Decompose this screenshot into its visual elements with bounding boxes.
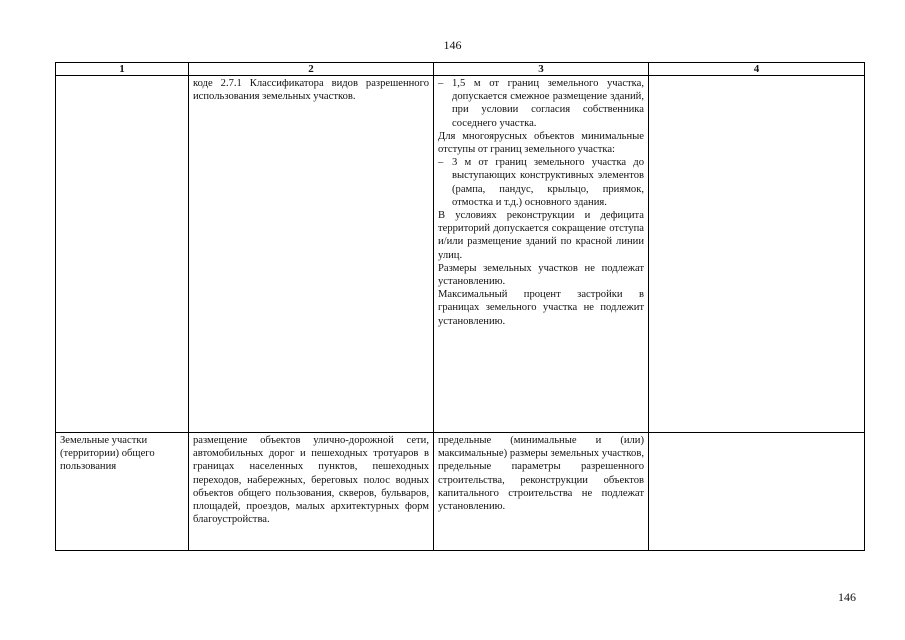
row2-col2-cell: размещение объектов улично-дорожной сети, автомобильных дорог и пешеходных тротуаров в границах населенных пунктов, пешеходных переходов, набережных, береговых полос водных объектов общего пользования, скверов, бульваров, площадей, проездов, малых архитектурных форм благоустройства. bbox=[189, 433, 434, 551]
row1-col1-cell bbox=[56, 76, 189, 433]
regulations-table bbox=[55, 62, 865, 551]
column-header-3: 3 bbox=[434, 63, 649, 76]
dash-bullet: – bbox=[438, 78, 444, 89]
row1-col3-cell bbox=[434, 76, 649, 433]
page-number-bottom: 146 bbox=[838, 590, 856, 604]
row1-col2-cell: коде 2.7.1 Классификатора видов разрешенного использования земельных участков. bbox=[189, 76, 434, 433]
paragraph: Размеры земельных участков не подлежат установлению. bbox=[438, 262, 644, 288]
dash-list-item bbox=[438, 156, 644, 209]
list-item-text: 3 м от границ земельного участка до выступающих конструктивных элементов (рампа, пандус, крыльцо, приямок, отмостка и т.д.) основного здания. bbox=[452, 157, 644, 208]
row2-col1-cell: Земельные участки (территории) общего пользования bbox=[56, 433, 189, 551]
column-header-1: 1 bbox=[56, 63, 189, 76]
paragraph: В условиях реконструкции и дефицита территорий допускается сокращение отступа и/или размещение зданий по красной линии улиц. bbox=[438, 210, 644, 261]
list-item-text: 1,5 м от границ земельного участка, допускается смежное размещение зданий, при условии согласия собственника соседнего участка. bbox=[452, 78, 644, 129]
table-row bbox=[56, 433, 865, 551]
paragraph: предельные (минимальные и (или) максимальные) размеры земельных участков, предельные параметры разрешенного строительства, реконструкции объектов капитального строительства не подлежат установлению. bbox=[438, 435, 644, 513]
column-header-4: 4 bbox=[649, 63, 865, 76]
page-number-top: 146 bbox=[443, 38, 462, 52]
row1-col4-cell bbox=[649, 76, 865, 433]
paragraph: Максимальный процент застройки в границах земельного участка не подлежит установлению. bbox=[438, 289, 644, 327]
row2-col3-cell bbox=[434, 433, 649, 551]
dash-list-item bbox=[438, 77, 644, 130]
column-header-2: 2 bbox=[189, 63, 434, 76]
table-header-row bbox=[56, 63, 865, 76]
table-row bbox=[56, 76, 865, 433]
paragraph: Для многоярусных объектов минимальные отступы от границ земельного участка: bbox=[438, 130, 644, 156]
row2-col4-cell bbox=[649, 433, 865, 551]
dash-bullet: – bbox=[438, 157, 444, 169]
